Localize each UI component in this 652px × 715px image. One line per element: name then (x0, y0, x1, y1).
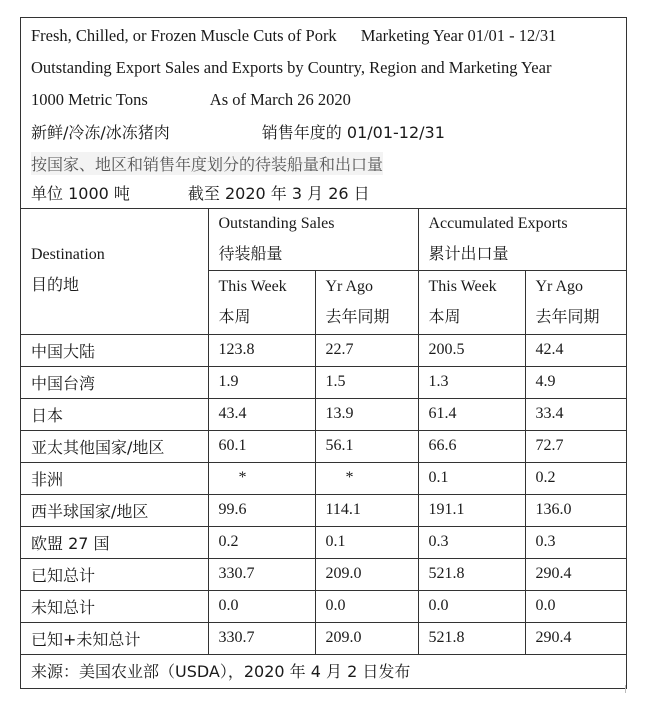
ae-yr-ago-value: 290.4 (525, 558, 626, 590)
destination-header (21, 208, 208, 334)
export-sales-table (21, 208, 626, 687)
os-yr-ago-header (315, 270, 418, 334)
row-destination: 日本 (21, 398, 208, 430)
units-en: 1000 Metric Tons (31, 90, 148, 109)
as-of-date-en: As of March 26 2020 (209, 90, 351, 109)
row-destination: 亚太其他国家/地区 (21, 430, 208, 462)
os-yr-ago-header-en: Yr Ago (325, 278, 374, 295)
table-row (21, 430, 626, 462)
report-frame (20, 17, 627, 689)
ae-this-week-value: 0.1 (418, 462, 525, 494)
accumulated-exports-header (418, 208, 626, 270)
os-this-week-value: 0.2 (208, 526, 315, 558)
ae-this-week-header-en: This Week (428, 278, 497, 295)
ae-this-week-value: 1.3 (418, 366, 525, 398)
row-destination: 中国大陆 (21, 334, 208, 366)
table-row (21, 462, 626, 494)
ae-yr-ago-header (525, 270, 626, 334)
table-row (21, 526, 626, 558)
os-this-week-value: 43.4 (208, 398, 315, 430)
table-row (21, 334, 626, 366)
os-yr-ago-value: 1.5 (315, 366, 418, 398)
row-destination: 已知总计 (21, 558, 208, 590)
ae-this-week-header-cn: 本周 (428, 307, 461, 326)
os-yr-ago-value: 22.7 (315, 334, 418, 366)
ae-yr-ago-value: 136.0 (525, 494, 626, 526)
outstanding-sales-header-en: Outstanding Sales (218, 214, 335, 232)
os-yr-ago-value: 13.9 (315, 398, 418, 430)
ae-this-week-header (418, 270, 525, 334)
table-row (21, 558, 626, 590)
ae-yr-ago-value: 0.2 (525, 462, 626, 494)
ae-yr-ago-header-cn: 去年同期 (535, 307, 600, 326)
report-title-cn: 新鲜/冷冻/冰冻猪肉 (31, 123, 170, 142)
destination-header-cn: 目的地 (31, 275, 80, 294)
header-line-subtitle: Outstanding Export Sales and Exports by Country, Region and Marketing Year (31, 58, 552, 77)
os-this-week-value: * (208, 462, 315, 494)
ae-this-week-value: 521.8 (418, 622, 525, 654)
os-this-week-value: 60.1 (208, 430, 315, 462)
ae-yr-ago-value: 42.4 (525, 334, 626, 366)
outstanding-sales-header-cn: 待装船量 (218, 243, 283, 263)
os-this-week-value: 0.0 (208, 590, 315, 622)
ae-yr-ago-value: 33.4 (525, 398, 626, 430)
header-line-cn-units (31, 181, 370, 204)
report-header (21, 18, 626, 209)
os-this-week-value: 99.6 (208, 494, 315, 526)
os-yr-ago-value: * (315, 462, 418, 494)
os-yr-ago-value: 209.0 (315, 622, 418, 654)
corner-mark (625, 685, 632, 693)
os-this-week-value: 330.7 (208, 622, 315, 654)
accumulated-exports-header-cn: 累计出口量 (428, 243, 509, 263)
outstanding-sales-header (208, 208, 418, 270)
table-row (21, 494, 626, 526)
os-this-week-value: 330.7 (208, 558, 315, 590)
ae-this-week-value: 200.5 (418, 334, 525, 366)
ae-this-week-value: 66.6 (418, 430, 525, 462)
table-row (21, 622, 626, 654)
report-title-en: Fresh, Chilled, or Frozen Muscle Cuts of Pork (31, 26, 337, 45)
row-destination: 非洲 (21, 462, 208, 494)
ae-yr-ago-value: 290.4 (525, 622, 626, 654)
ae-yr-ago-value: 72.7 (525, 430, 626, 462)
row-destination: 已知+未知总计 (21, 622, 208, 654)
header-line-cn-title (31, 120, 445, 143)
source-footer: 来源：美国农业部（USDA），2020 年 4 月 2 日发布 (21, 654, 626, 687)
header-line-title (31, 26, 556, 46)
os-yr-ago-value: 114.1 (315, 494, 418, 526)
os-this-week-value: 123.8 (208, 334, 315, 366)
os-this-week-header-en: This Week (218, 278, 287, 295)
ae-this-week-value: 0.3 (418, 526, 525, 558)
table-row (21, 398, 626, 430)
table-row (21, 590, 626, 622)
row-destination: 中国台湾 (21, 366, 208, 398)
ae-this-week-value: 191.1 (418, 494, 525, 526)
table-header-group-row (21, 208, 626, 270)
table-row (21, 366, 626, 398)
row-destination: 未知总计 (21, 590, 208, 622)
ae-yr-ago-value: 4.9 (525, 366, 626, 398)
header-line-units (31, 90, 351, 110)
ae-this-week-value: 521.8 (418, 558, 525, 590)
as-of-date-cn: 截至 2020 年 3 月 26 日 (187, 184, 370, 203)
destination-header-en: Destination (31, 246, 105, 263)
os-this-week-header-cn: 本周 (218, 307, 251, 326)
source-footer-row (21, 654, 626, 687)
os-yr-ago-header-cn: 去年同期 (325, 307, 390, 326)
os-yr-ago-value: 0.0 (315, 590, 418, 622)
ae-this-week-value: 0.0 (418, 590, 525, 622)
os-this-week-header (208, 270, 315, 334)
marketing-year-en: Marketing Year 01/01 - 12/31 (360, 26, 557, 45)
row-destination: 西半球国家/地区 (21, 494, 208, 526)
accumulated-exports-header-en: Accumulated Exports (428, 214, 568, 232)
os-yr-ago-value: 209.0 (315, 558, 418, 590)
ae-this-week-value: 61.4 (418, 398, 525, 430)
marketing-year-cn: 销售年度的 01/01-12/31 (261, 123, 445, 142)
ae-yr-ago-header-en: Yr Ago (535, 278, 584, 295)
row-destination: 欧盟 27 国 (21, 526, 208, 558)
os-this-week-value: 1.9 (208, 366, 315, 398)
ae-yr-ago-value: 0.3 (525, 526, 626, 558)
ae-yr-ago-value: 0.0 (525, 590, 626, 622)
os-yr-ago-value: 56.1 (315, 430, 418, 462)
header-line-cn-subtitle: 按国家、地区和销售年度划分的待装船量和出口量 (31, 152, 383, 175)
os-yr-ago-value: 0.1 (315, 526, 418, 558)
units-cn: 单位 1000 吨 (31, 184, 130, 203)
